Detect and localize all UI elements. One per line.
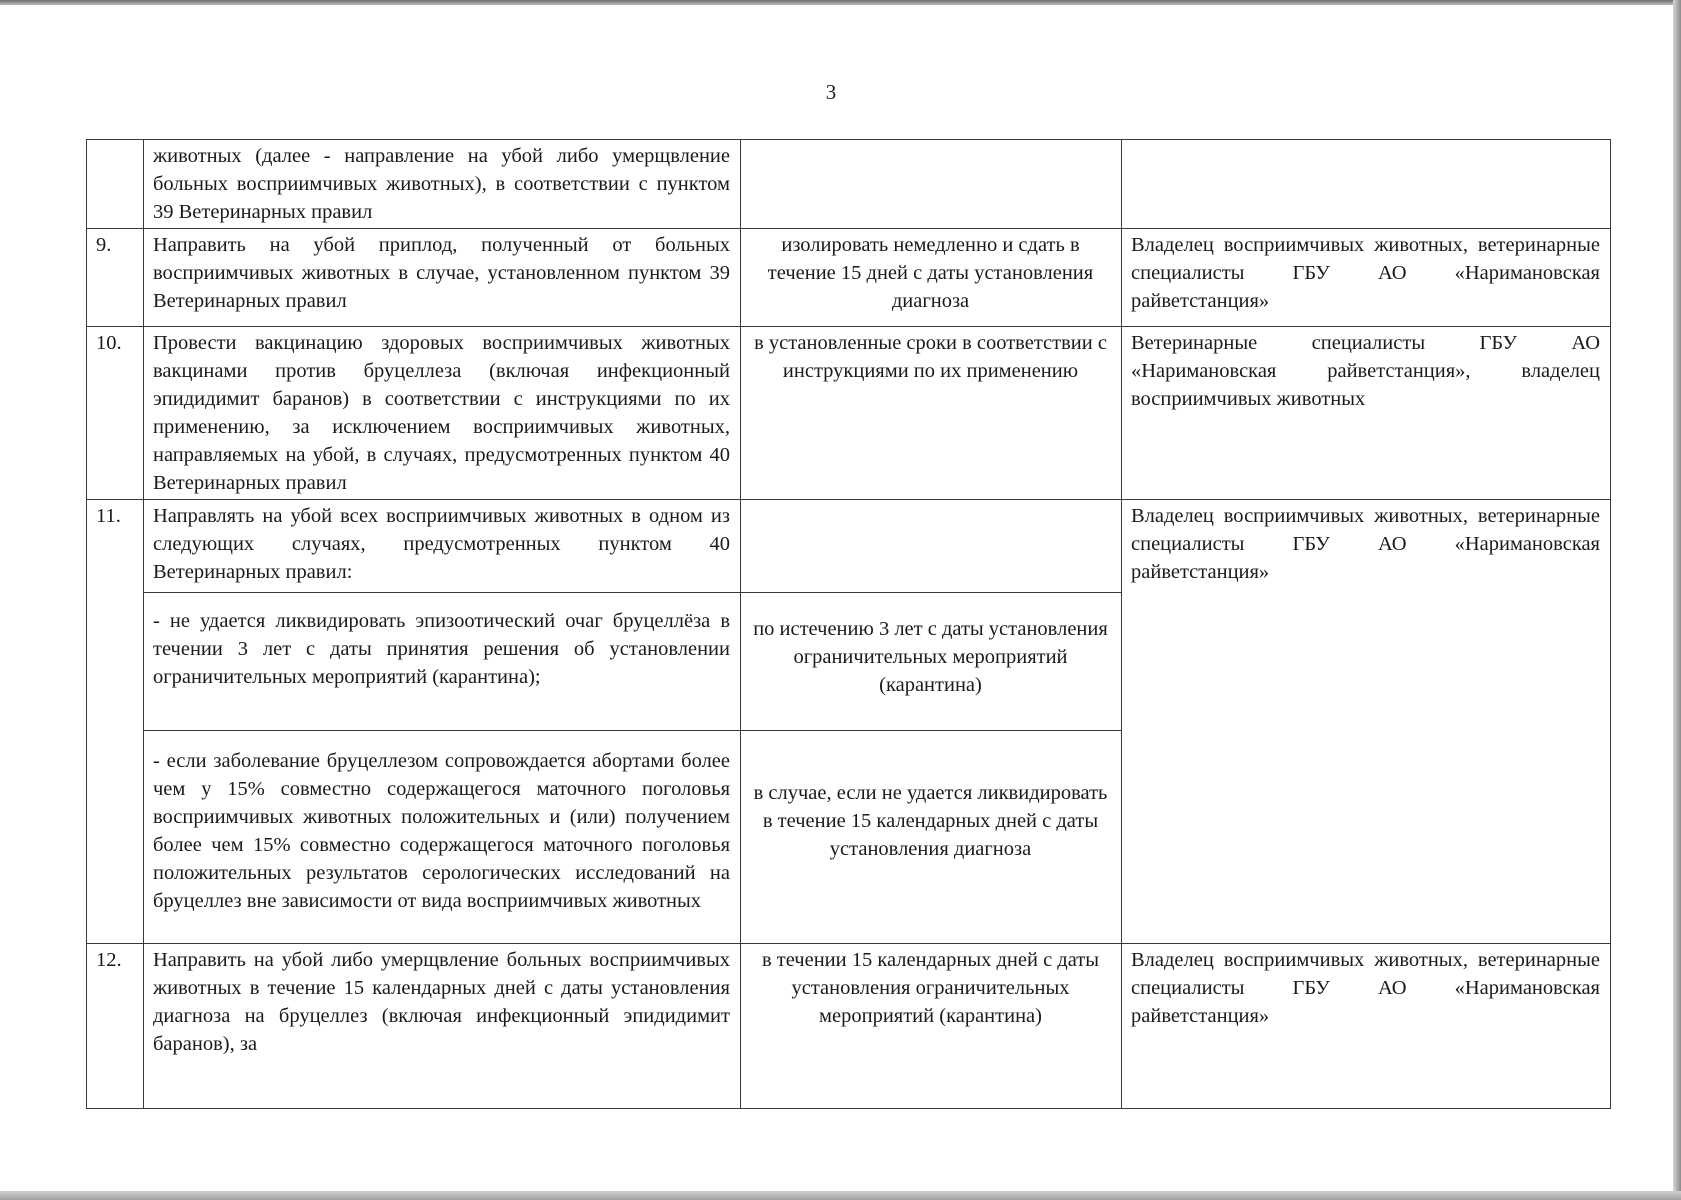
table-row-continuation: [87, 140, 1611, 229]
row-responsible: Владелец восприимчивых животных, ветеринарные специалисты ГБУ АО «Наримановская райветстанция»: [1122, 229, 1611, 327]
subrow-action: - если заболевание бруцеллезом сопровождается абортами более чем у 15% совместно содержащегося маточного поголовья восприимчивых животных положительных и (или) получением более чем 15% совместно содержащегося маточного поголовья положительных результатов серологических исследований на бруцеллез вне зависимости от вида восприимчивых животных: [144, 731, 741, 944]
row-action: Направить на убой либо умерщвление больных восприимчивых животных в течение 15 календарных дней с даты установления диагноза на бруцеллез (включая инфекционный эпидидимит баранов), за: [144, 944, 741, 1109]
row-term: [741, 140, 1122, 229]
row-action: животных (далее - направление на убой либо умерщвление больных восприимчивых животных), в соответствии с пунктом 39 Ветеринарных правил: [144, 140, 741, 229]
row-number: 10.: [87, 327, 144, 500]
row-term: изолировать немедленно и сдать в течение 15 дней с даты установления диагноза: [741, 229, 1122, 327]
row-number: 9.: [87, 229, 144, 327]
row-responsible: [1122, 140, 1611, 229]
row-number: 11.: [87, 500, 144, 944]
row-term: в течении 15 календарных дней с даты установления ограничительных мероприятий (карантина): [741, 944, 1122, 1109]
scan-edge-right: [1673, 0, 1681, 1200]
row-responsible: Владелец восприимчивых животных, ветеринарные специалисты ГБУ АО «Наримановская райветстанция»: [1122, 944, 1611, 1109]
scan-edge-bottom: [0, 1191, 1681, 1200]
table-row-9: [87, 229, 1611, 327]
subrow-term: в случае, если не удается ликвидировать в течение 15 календарных дней с даты установления диагноза: [741, 731, 1122, 944]
table-row-10: [87, 327, 1611, 500]
subrow-action: - не удается ликвидировать эпизоотический очаг бруцеллёза в течении 3 лет с даты принятия решения об установлении ограничительных мероприятий (карантина);: [144, 593, 741, 731]
row-responsible: Владелец восприимчивых животных, ветеринарные специалисты ГБУ АО «Наримановская райветстанция»: [1122, 500, 1611, 944]
row-action: Направлять на убой всех восприимчивых животных в одном из следующих случаях, предусмотренных пунктом 40 Ветеринарных правил:: [144, 500, 741, 593]
row-term: в установленные сроки в соответствии с инструкциями по их применению: [741, 327, 1122, 500]
row-term: [741, 500, 1122, 593]
page-number: 3: [825, 80, 837, 104]
row-action: Направить на убой приплод, полученный от больных восприимчивых животных в случае, установленном пунктом 39 Ветеринарных правил: [144, 229, 741, 327]
subrow-term: по истечению 3 лет с даты установления ограничительных мероприятий (карантина): [741, 593, 1122, 731]
row-responsible: Ветеринарные специалисты ГБУ АО «Наримановская райветстанция», владелец восприимчивых животных: [1122, 327, 1611, 500]
row-number: 12.: [87, 944, 144, 1109]
row-action: Провести вакцинацию здоровых восприимчивых животных вакцинами против бруцеллеза (включая инфекционный эпидидимит баранов) в соответствии с инструкциями по их применению, за исключением восприимчивых животных, направляемых на убой, в случаях, предусмотренных пунктом 40 Ветеринарных правил: [144, 327, 741, 500]
measures-table: [86, 139, 1611, 1109]
row-number: [87, 140, 144, 229]
table-row-12: [87, 944, 1611, 1109]
table-row-11: [87, 500, 1611, 593]
scan-edge-top: [0, 0, 1681, 5]
